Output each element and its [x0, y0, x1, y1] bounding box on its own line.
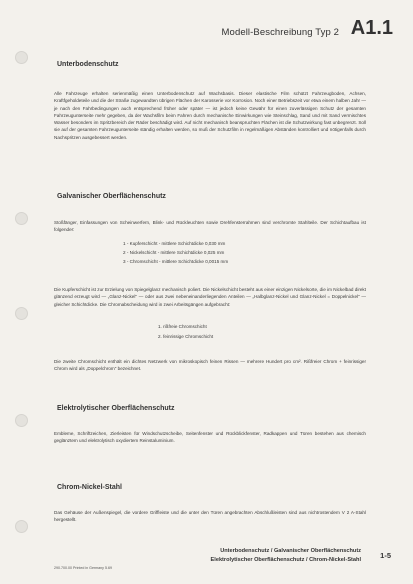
layer-item: 2 - Nickelschicht - mittlere Schichtdicke 0,025 mm	[123, 250, 225, 255]
paragraph-elektrolytisch: Embleme, Schriftzeichen, Zierleisten für Windschutzscheibe, Seitenfenster und Rückblickfenster, Radkappen und Türen bestehen aus chemisch geglänztem und elektrolytisch oxydiertem Reinstaluminium.	[54, 431, 366, 444]
print-note: 290.700.00 Printed in Germany 5.69	[54, 566, 112, 570]
footer-topics-line2: Elektrolytischer Oberflächenschutz / Chrom-Nickel-Stahl	[210, 557, 361, 563]
paragraph-unterbodenschutz: Alle Fahrzeuge erhalten serienmäßig einen Unterbodenschutz auf Wachsbasis. Dieser elastische Film schützt Fahrzeugboden, Achsen, Kraftfgeholdeteile und die der Straße zugewandten übrigen Flächen der Karosserie vor Korrosion. Noch einer Betriebszeit vor etwa einem halben Jahr — je nach den Fahrbedingungen auch entsprechend früher oder später — ist jedoch keine Gewähr für einen zuverlässigen Schutz der gesamten Fahrzeugunterseite mehr gegeben, da der Wachsfilm beim Fahren durch mechanische Einwirkungen wie Steinschlag, Sand und mit Sand vermischtes Wasser besonders im Spritzbereich der Räder beschädigt wird. Auf nicht mechanisch beanspruchten Flächen ist die Schutzwirkung fast unbegrenzt. Soll sie auf der gesamten Fahrzeugunterseite ständig erhalten werden, so muß der Schutzfilm in regelmäßigen Abständen kontrolliert und nötigenfalls durch Nachspritzen ausgebessert werden.	[54, 91, 366, 140]
layer-item: 1 - Kupferschicht - mittlere Schichtdicke 0,030 mm	[123, 241, 226, 246]
footer-topics-line1: Unterbodenschutz / Galvanischer Oberflächenschutz	[220, 548, 361, 554]
punch-hole	[15, 414, 28, 427]
chrome-step-item: 1. rißfreie Chromschicht	[158, 324, 207, 329]
section-code: A1.1	[350, 17, 393, 39]
paragraph-chromnickel: Das Gehäuse der Außenspiegel, die vordere Griffleiste und die unter den Türen angebrachten Abschlußleisten sind aus nichtrostendem V 2 A-Stahl hergestellt.	[54, 510, 366, 523]
section-heading-elektrolytisch: Elektrolytischer Oberflächenschutz	[57, 405, 175, 412]
page-header-title: Modell-Beschreibung Typ 2	[221, 27, 339, 38]
paragraph-galvanisch-intro: Stoßfänger, Einfassungen von Scheinwerfern, Blink- und Rückleuchten sowie Drehfensterrahmen sind verchromte Stahlteile. Der Schichtaufbau ist folgender:	[54, 220, 366, 233]
punch-hole	[15, 212, 28, 225]
punch-hole	[15, 307, 28, 320]
punch-hole	[15, 520, 28, 533]
paragraph-galvanisch-nickel: Die Kupferschicht ist zur Erzielung von Spiegelglanz mechanisch poliert. Die Nickelschicht besteht aus einer einzigen Nickelsorte, die im Nickelbad direkt glänzend erzeugt wird — „Glanz-Nickel" — oder aus zwei nebeneinanderliegenden Anteilen — „Halbglanz-Nickel und Glanz-Nickel = Doppelnickel" — gleicher Schichtdicke. Die Chromabscheidung wird in zwei Arbeitsgängen aufgebracht:	[54, 287, 366, 307]
layer-item: 3 - Chromschicht - mittlere Schichtdicke 0,0015 mm	[123, 259, 229, 264]
chrome-step-item: 2. feinrissige Chromschicht	[158, 334, 214, 339]
section-heading-chromnickel: Chrom-Nickel-Stahl	[57, 484, 122, 491]
page-number: 1-5	[380, 551, 391, 560]
punch-hole	[15, 51, 28, 64]
section-heading-galvanisch: Galvanischer Oberflächenschutz	[57, 193, 166, 200]
paragraph-galvanisch-chrom: Die zweite Chromschicht enthält ein dichtes Netzwerk von mikroskopisch feinen Rissen — mehrere Hundert pro cm². Rißfreier Chrom + feinrissiger Chrom wird als „Doppelchrom" bezeichnet.	[54, 359, 366, 372]
section-heading-unterbodenschutz: Unterbodenschutz	[57, 61, 119, 68]
